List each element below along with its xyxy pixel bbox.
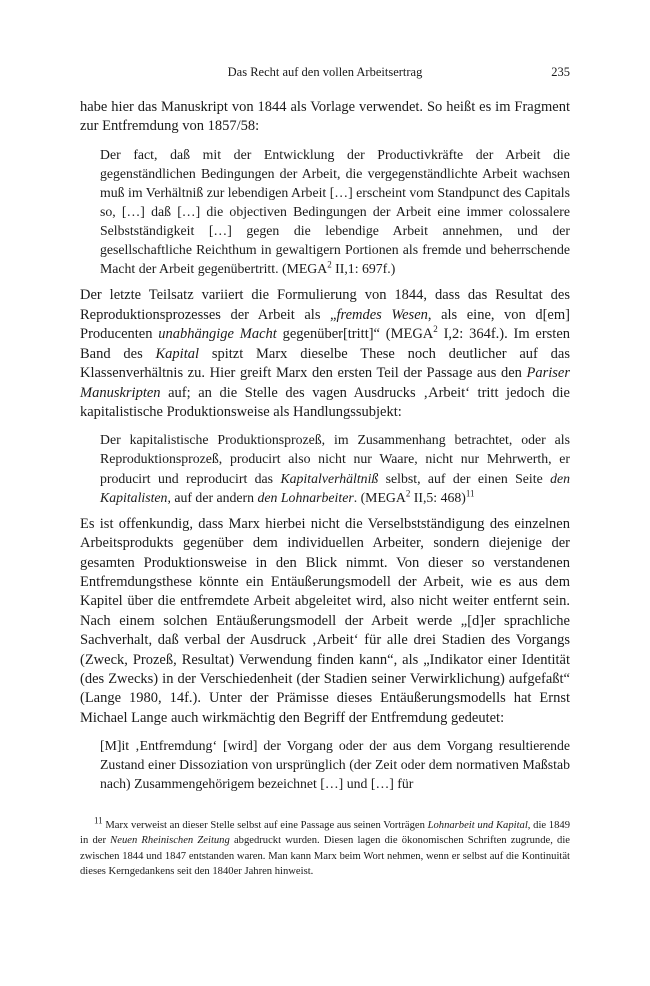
emphasis: Pariser Manuskripten <box>80 365 570 401</box>
block-quote-2: Der kapitalistische Produktionsprozeß, im Zusammenhang betrachtet, oder als Reproduktionsprozeß, producirt also nicht nur Waare, nicht nur Mehrwerth, er producirt und reproducirt das Kapitalverhältniß selbst, auf der einen Seite den Kapitalisten, auf der andern den Lohnarbeiter. (MEGA$^2$ II,5: 468)$^{11}$ <box>100 432 571 505</box>
emphasis: Neuen Rheinischen Zeitung <box>110 835 230 847</box>
page-number: 235 <box>551 65 570 79</box>
superscript: 2 <box>405 488 411 498</box>
running-header <box>80 64 570 84</box>
emphasis: fremdes Wesen <box>336 306 428 323</box>
footnote-number: 11 <box>94 815 103 826</box>
footnote-11: $^{11}$ Marx verweist an dieser Stelle selbst auf eine Passage aus seinen Vorträgen Lohnarbeit und Kapital, die 1849 in der Neuen Rheinischen Zeitung abgedruckt wurden. Diesen lagen die ökonomischen Schriften zugrunde, die zwischen 1844 und 1847 entstanden waren. Man kann Marx beim Wort nehmen, wenn er selbst auf die Kontinuität dieses Kerngedankens seit den 1840er Jahren hinweist. <box>80 815 570 878</box>
paragraph-3: Es ist offenkundig, dass Marx hierbei nicht die Verselbstständigung des einzelnen Arbeitsprodukts gegenüber dem individuellen Arbeiter, sondern diejenige der gesamten Produktionsweise in den Blick nimmt. Von dieser so verstandenen Entfremdungsthese könnte ein Entäußerungsmodell der Arbeit, wie es aus dem Kapitel über die entfremdete Arbeit abgeleitet wird, also nicht weiter entfernt sein. Nach einem solchen Entäußerungsmodell der Arbeit werde „[d]er sprachliche Sachverhalt, daß verbal der Ausdruck ‚Arbeit‘ für alle drei Stadien des Vorgangs (Zweck, Prozeß, Resultat) Verwendung finden kann“, als „Indikator einer Identität (des Zwecks) in der Verschiedenheit (der Stadien seiner Verwirklichung) aufgefaßt“ (Lange 1980, 14f.). Unter der Prämisse dieses Entäußerungsmodells hat Ernst Michael Lange auch wirkmächtig den Begriff der Entfremdung gedeutet: <box>80 515 570 726</box>
emphasis: den Lohnarbeiter <box>257 489 354 505</box>
superscript: 2 <box>327 259 332 270</box>
paragraph-1: habe hier das Manuskript von 1844 als Vorlage verwendet. So heißt es im Fragment zur Entfremdung von 1857/58: <box>80 99 570 135</box>
running-title: Das Recht auf den vollen Arbeitsertrag <box>227 65 423 79</box>
paragraph-2: Der letzte Teilsatz variiert die Formulierung von 1844, dass das Resultat des Reproduktionsprozesses der Arbeit als „fremdes Wesen, als eine, von d[em] Producenten unabhängige Macht gegenüber[tritt]“ (MEGA$^2$ I,2: 364f.). Im ersten Band des Kapital spitzt Marx dieselbe These noch deutlicher auf das Klassenverhältnis zu. Hier greift Marx den ersten Teil der Passage aus den Pariser Manuskripten auf; an die Stelle des vagen Ausdrucks ‚Arbeit‘ tritt jedoch die kapitalistische Produktionsweise als Handlungssubjekt: <box>80 287 571 420</box>
emphasis: Kapital <box>155 345 200 362</box>
emphasis: Lohnarbeit und Kapital <box>427 820 528 831</box>
superscript: 2 <box>433 324 438 335</box>
emphasis: unabhängige Macht <box>158 326 277 343</box>
footnotes <box>80 815 570 880</box>
footnote-marker[interactable]: 11 <box>465 488 475 498</box>
block-quote-3: [M]it ‚Entfremdung‘ [wird] der Vorgang oder der aus dem Vorgang resultierende Zustand einer Dissoziation von ursprünglich (der Zeit oder dem normativen Maßstab nach) Zusammengehörigem bezeichnet […] und […] für <box>100 738 570 792</box>
emphasis: Kapitalverhältniß <box>280 470 379 486</box>
emphasis: den Kapitalisten <box>100 470 571 505</box>
main-text <box>80 98 570 801</box>
block-quote-1: Der fact, daß mit der Entwicklung der Productivkräfte der Arbeit die gegenständlichen Bedingungen der Arbeit, die vergegenständlichte Arbeit wachsen muß im Verhältniß zur lebendigen Arbeit […] erscheint vom Standpunct des Capitals so, […] daß […] die objectiven Bedingungen der Arbeit eine immer colossalere Selbstständigkeit […] gegen die lebendige Arbeit annehmen, und der gesellschaftliche Reichthum in gewaltigern Portionen als fremde und beherrschende Macht der Arbeit gegenübertritt. (MEGA$^2$ II,1: 697f.) <box>100 146 570 277</box>
